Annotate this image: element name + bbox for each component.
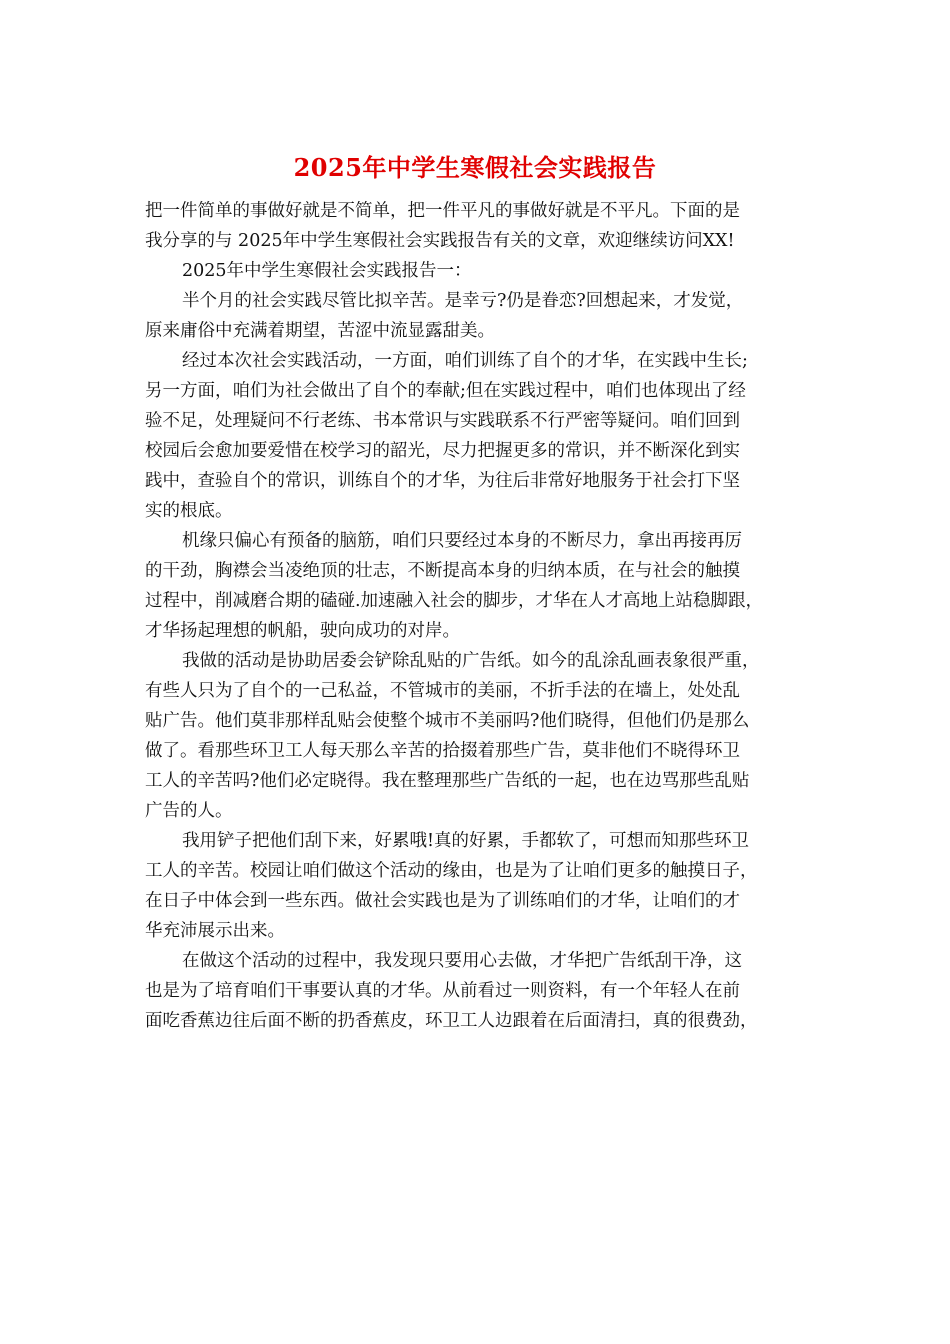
body-text-line: 做了。看那些环卫工人每天那么辛苦的拾掇着那些广告，莫非他们不晓得环卫 bbox=[145, 741, 740, 761]
body-text-line: 原来庸俗中充满着期望，苦涩中流显露甜美。 bbox=[145, 321, 495, 341]
body-text-line: 经过本次社会实践活动，一方面，咱们训练了自个的才华，在实践中生长; bbox=[182, 351, 748, 371]
document-title: 2025年中学生寒假社会实践报告 bbox=[293, 153, 657, 182]
body-text-line: 才华扬起理想的帆船，驶向成功的对岸。 bbox=[145, 621, 460, 641]
body-text-line: 在日子中体会到一些东西。做社会实践也是为了训练咱们的才华，让咱们的才 bbox=[145, 891, 740, 911]
body-text-line: 验不足，处理疑问不行老练、书本常识与实践联系不行严密等疑问。咱们回到 bbox=[145, 411, 740, 431]
body-text-line: 半个月的社会实践尽管比拟辛苦。是幸亏?仍是眷恋?回想起来，才发觉， bbox=[182, 291, 744, 311]
body-text-line: 贴广告。他们莫非那样乱贴会使整个城市不美丽吗?他们晓得，但他们仍是那么 bbox=[145, 711, 750, 731]
body-text-line: 有些人只为了自个的一己私益，不管城市的美丽，不折手法的在墙上，处处乱 bbox=[145, 681, 740, 701]
body-text-line: 我分享的与 2025年中学生寒假社会实践报告有关的文章，欢迎继续访问XX! bbox=[145, 231, 735, 251]
body-text-line: 华充沛展示出来。 bbox=[145, 921, 285, 941]
body-text-line: 践中，查验自个的常识，训练自个的才华，为往后非常好地服务于社会打下坚 bbox=[145, 471, 740, 491]
body-text-line: 另一方面，咱们为社会做出了自个的奉献;但在实践过程中，咱们也体现出了经 bbox=[145, 381, 746, 401]
body-text-line: 广告的人。 bbox=[145, 801, 233, 821]
body-text-line: 机缘只偏心有预备的脑筋，咱们只要经过本身的不断尽力，拿出再接再厉 bbox=[182, 531, 742, 551]
body-text-line: 把一件简单的事做好就是不简单，把一件平凡的事做好就是不平凡。下面的是 bbox=[145, 201, 740, 221]
body-text-line: 工人的辛苦吗?他们必定晓得。我在整理那些广告纸的一起，也在边骂那些乱贴 bbox=[145, 771, 750, 791]
body-text-line: 实的根底。 bbox=[145, 501, 233, 521]
body-text-line: 工人的辛苦。校园让咱们做这个活动的缘由，也是为了让咱们更多的触摸日子， bbox=[145, 861, 758, 881]
body-text-line: 校园后会愈加要爱惜在校学习的韶光，尽力把握更多的常识，并不断深化到实 bbox=[145, 441, 740, 461]
body-text-line: 我做的活动是协助居委会铲除乱贴的广告纸。如今的乱涂乱画表象很严重， bbox=[182, 651, 760, 671]
body-text-line: 我用铲子把他们刮下来，好累哦!真的好累，手都软了，可想而知那些环卫 bbox=[182, 831, 750, 851]
body-text-line: 在做这个活动的过程中，我发现只要用心去做，才华把广告纸刮干净，这 bbox=[182, 951, 742, 971]
body-text-line: 过程中，削减磨合期的磕碰.加速融入社会的脚步，才华在人才高地上站稳脚跟， bbox=[145, 591, 764, 611]
document-body bbox=[145, 196, 815, 1036]
body-text-line: 也是为了培育咱们干事要认真的才华。从前看过一则资料，有一个年轻人在前 bbox=[145, 981, 740, 1001]
body-text-line: 面吃香蕉边往后面不断的扔香蕉皮，环卫工人边跟着在后面清扫，真的很费劲， bbox=[145, 1011, 758, 1031]
body-text-line: 的干劲，胸襟会当凌绝顶的壮志，不断提高本身的归纳本质，在与社会的触摸 bbox=[145, 561, 740, 581]
body-text-line: 2025年中学生寒假社会实践报告一： bbox=[182, 261, 472, 281]
